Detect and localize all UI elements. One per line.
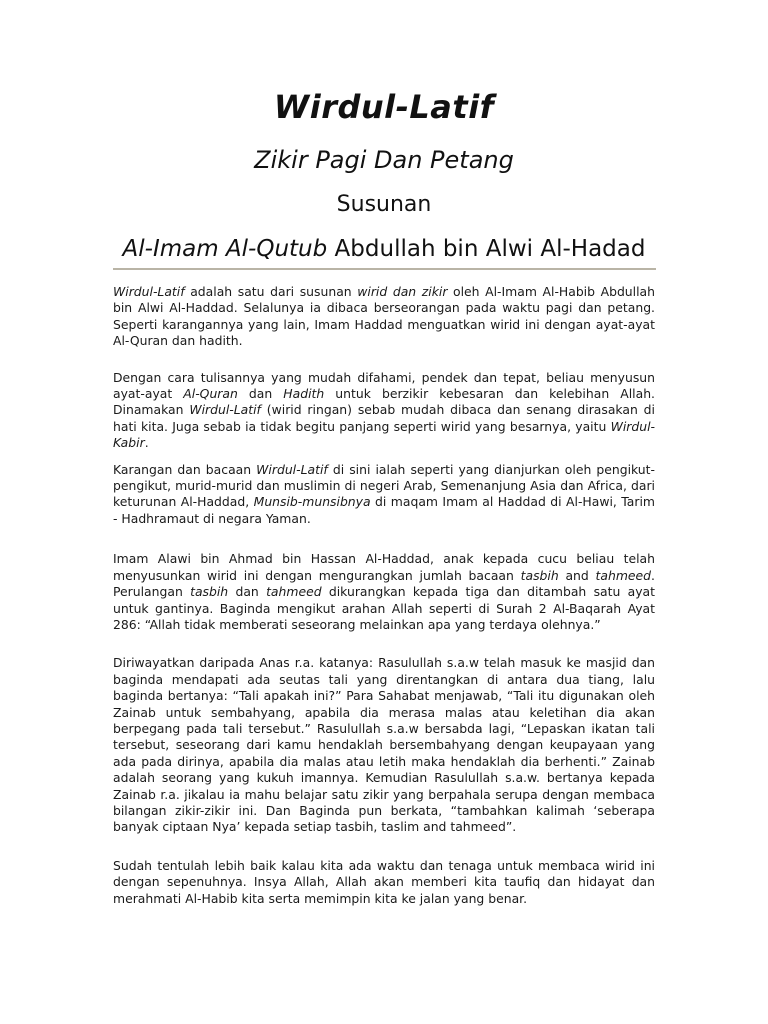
body-text bbox=[113, 284, 655, 907]
emphasis-text: tahmeed bbox=[266, 584, 322, 600]
text-run: Diriwayatkan daripada Anas r.a. katanya: Rasulullah s.a.w telah masuk ke masjid dan baginda mendapati ada seutas tali yang direntangkan di antara dua tiang, lalu baginda bertanya: “Tali apakah ini?” Para Sahabat menjawab, “Tali itu digunakan oleh Zainab untuk sembahyang, apabila dia merasa malas atau keletihan dia akan berpegang pada tali tersebut.” Rasulullah s.a.w bersabda lagi, “Lepaskan ikatan tali tersebut, seseorang dari kamu hendaklah bersembahyang dengan keupayaan yang ada pada dirinya, apabila dia malas atau letih maka hendaklah dia berhenti.” Zainab adalah seorang yang kukuh imannya. Kemudian Rasulullah s.a.w. bertanya kepada Zainab r.a. jikalau ia mahu belajar satu zikir yang berpahala serupa dengan membaca bilangan zikir-zikir ini. Dan Baginda pun berkata, “tambahkan kalimah ‘seberapa banyak ciptaan Nya’ kepada setiap tasbih, taslim and tahmeed”. bbox=[113, 655, 655, 835]
text-run: di maqam Imam al Haddad di Al-Hawi, Tarim - Hadhramaut di negara Yaman. bbox=[113, 494, 655, 526]
emphasis-text: Al-Quran bbox=[183, 386, 238, 402]
emphasis-text: tahmeed bbox=[595, 567, 652, 583]
text-run: di sini ialah seperti yang dianjurkan oleh pengikut-pengikut, murid-murid dan muslimin di negeri Arab, Semenanjung Asia dan Africa, dari keturunan Al-Haddad, bbox=[113, 461, 655, 510]
title-divider bbox=[113, 268, 656, 270]
text-run: (wirid ringan) sebab mudah dibaca dan senang dirasakan di hati kita. Juga sebab ia tidak begitu panjang seperti wirid yang besarnya, yaitu bbox=[113, 402, 655, 434]
text-run: . Perulangan bbox=[113, 567, 655, 600]
text-run: dan bbox=[237, 386, 284, 402]
compiled-by-label: Susunan bbox=[336, 192, 432, 217]
author-title: Al-Imam Al-Qutub bbox=[122, 236, 328, 262]
emphasis-text: Wirdul-Latif bbox=[256, 461, 328, 477]
text-run: Karangan dan bacaan bbox=[113, 461, 257, 477]
paragraph-origin bbox=[113, 462, 655, 528]
emphasis-text: Munsib-munsibnya bbox=[253, 494, 371, 510]
document-subtitle: Zikir Pagi Dan Petang bbox=[254, 146, 514, 174]
paragraph-conclusion bbox=[113, 858, 655, 907]
text-run: dan bbox=[228, 584, 267, 600]
text-run: Sudah tentulah lebih baik kalau kita ada waktu dan tenaga untuk membaca wirid ini dengan sepenuhnya. Insya Allah, Allah akan memberi kita taufiq dan hidayat dan merahmati Al-Habib kita serta memimpin kita ke jalan yang benar. bbox=[113, 857, 655, 906]
paragraph-imam-alawi bbox=[113, 551, 655, 633]
paragraph-writing-style bbox=[113, 370, 655, 452]
emphasis-text: Wirdul-Latif bbox=[113, 284, 185, 299]
text-run: . bbox=[144, 435, 149, 451]
emphasis-text: Wirdul-Latif bbox=[189, 402, 261, 418]
text-run: and bbox=[558, 567, 596, 583]
text-run: Imam Alawi bin Ahmad bin Hassan Al-Haddad, anak kepada cucu beliau telah menyusunkan wirid ini dengan mengurangkan jumlah bacaan bbox=[113, 551, 655, 583]
paragraph-introduction bbox=[113, 284, 655, 350]
author-name: Abdullah bin Alwi Al-Hadad bbox=[327, 236, 646, 262]
emphasis-text: Hadith bbox=[283, 386, 325, 402]
emphasis-text: tasbih bbox=[190, 584, 229, 600]
text-run: untuk berzikir kebesaran dan kelebihan Allah. Dinamakan bbox=[113, 386, 655, 418]
text-run: oleh Al-Imam Al-Habib Abdullah bin Alwi Al-Haddad. Selalunya ia dibaca berseorangan pada waktu pagi dan petang. Seperti karangannya yang lain, Imam Haddad menguatkan wirid ini dengan ayat-ayat Al-Quran dan hadith. bbox=[113, 284, 655, 349]
emphasis-text: tasbih bbox=[520, 567, 559, 583]
paragraph-hadith-anas bbox=[113, 655, 655, 835]
text-run: dikurangkan kepada tiga dan ditambah satu ayat untuk gantinya. Baginda mengikut arahan Allah seperti di Surah 2 Al-Baqarah Ayat 286: “Allah tidak memberati seseorang melainkan apa yang terdaya olehnya.” bbox=[113, 584, 655, 632]
emphasis-text: Wirdul-Kabir bbox=[113, 418, 655, 451]
document-title: Wirdul-Latif bbox=[273, 88, 495, 126]
author-line bbox=[0, 236, 768, 262]
text-run: Dengan cara tulisannya yang mudah difahami, pendek dan tepat, beliau menyusun ayat-ayat bbox=[113, 369, 655, 402]
emphasis-text: wirid dan zikir bbox=[357, 284, 448, 299]
text-run: adalah satu dari susunan bbox=[184, 284, 358, 299]
